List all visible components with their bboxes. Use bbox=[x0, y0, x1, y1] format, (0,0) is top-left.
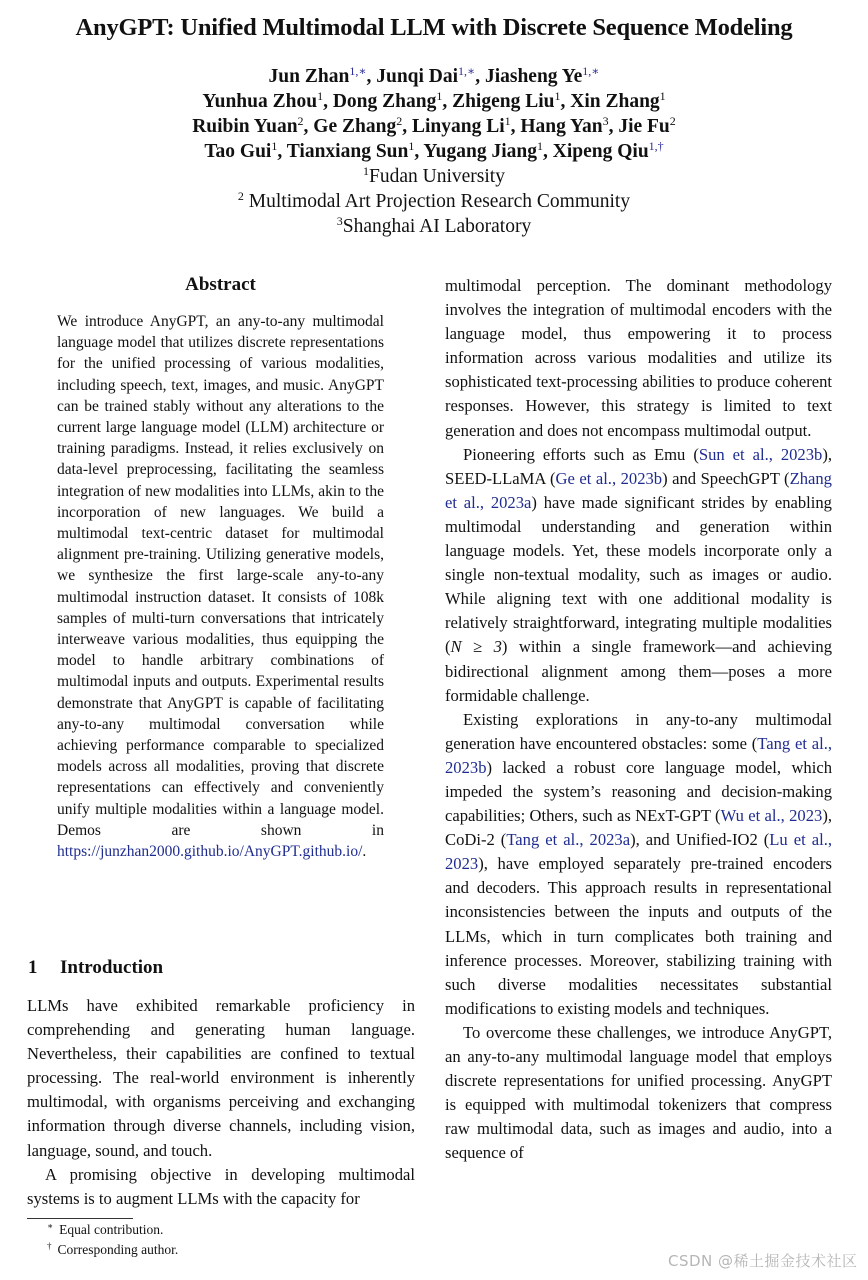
intro-right-column bbox=[445, 274, 832, 1165]
footnote-mark: ∗ bbox=[47, 1221, 54, 1231]
author-name: Zhigeng Liu bbox=[452, 91, 555, 112]
paragraph bbox=[445, 443, 832, 708]
author-name: Dong Zhang bbox=[332, 91, 437, 112]
citation-link[interactable]: Lu et al., 2023 bbox=[445, 830, 832, 874]
author-affiliation-mark: 1 bbox=[504, 114, 511, 128]
author-affiliation-mark: 1 bbox=[271, 139, 278, 153]
author-line: Tao Gui$^1$, Tianxiang Sun$^1$, Yugang Jiang$^1$, Xipeng Qiu$^{1,\dagger}$ bbox=[204, 139, 664, 162]
author-name: Yunhua Zhou bbox=[202, 91, 318, 112]
affiliation-name: Fudan University bbox=[369, 166, 505, 187]
watermark: CSDN @稀土掘金技术社区 bbox=[668, 1252, 858, 1270]
affiliation-mark: 2 bbox=[237, 189, 244, 203]
author-line: Jun Zhan$^{1,∗}$, Junqi Dai$^{1,∗}$, Jiasheng $Ye^{1,∗}$ bbox=[268, 64, 600, 87]
author-name: Linyang Li bbox=[411, 116, 505, 137]
author-name: Yugang Jiang bbox=[423, 141, 538, 162]
author-name: Xipeng Qiu bbox=[552, 141, 649, 162]
abstract-text: We introduce AnyGPT, an any-to-any multimodal language model that utilizes discrete representations for the unified processing of various modalities, including speech, text, images, and music. AnyGPT can be trained stably without any alterations to the current large language model (LLM) architecture or training paradigms. Instead, it relies exclusively on data-level preprocessing, facilitating the seamless integration of new modalities into LLMs, akin to the incorporation of new languages. We build a multimodal text-centric dataset for multimodal alignment pre-training. Utilizing generative models, we synthesize the first large-scale any-to-any multimodal instruction dataset. It consists of 108k samples of multi-turn conversations that intricately interweave various modalities, thus equipping the model to handle arbitrary combinations of multimodal inputs and outputs. Experimental results demonstrate that AnyGPT is capable of facilitating any-to-any multimodal conversation while achieving performance comparable to specialized models across all modalities, proving that discrete representations can effectively and conveniently unify multiple modalities within a language model. Demos are shown in bbox=[57, 313, 384, 839]
author-name: Jie Fu bbox=[618, 116, 670, 137]
citation-link[interactable]: Tang et al., 2023b bbox=[445, 733, 833, 777]
paragraph: To overcome these challenges, we introduce AnyGPT, an any-to-any multimodal language model that employs discrete representations for unified processing. AnyGPT is equipped with multimodal tokenizers that compress raw multimodal data, such as images and audio, into a sequence of bbox=[445, 1022, 832, 1163]
footnote-mark: † bbox=[47, 1240, 52, 1251]
footnote-text: Equal contribution. bbox=[59, 1222, 164, 1237]
affiliation-mark: 3 bbox=[336, 214, 343, 228]
author-affiliation-mark: 1,† bbox=[648, 139, 664, 153]
affiliation-name: Multimodal Art Projection Research Community bbox=[243, 191, 631, 212]
intro-left-column bbox=[27, 994, 415, 1211]
abstract-heading: Abstract bbox=[185, 274, 256, 295]
author-block bbox=[0, 64, 868, 239]
affiliation bbox=[0, 164, 868, 189]
citation-link[interactable]: Sun et al., 2023b bbox=[698, 444, 823, 464]
math-expression: N ≥ 3 bbox=[450, 637, 502, 657]
citation-link[interactable]: Wu et al., 2023 bbox=[720, 806, 823, 826]
citation-link[interactable]: Ge et al., 2023b bbox=[555, 468, 663, 488]
author-affiliation-mark: 1,∗ bbox=[582, 64, 600, 78]
section-number: 1 bbox=[28, 957, 38, 978]
author-line: Yunhua Zhou$^1$, Dong Zhang$^1$, Zhigeng Liu$^1$, Xin Zhang$^1$ bbox=[202, 89, 666, 112]
author-affiliation-mark: 1 bbox=[317, 89, 324, 103]
section-title: Introduction bbox=[60, 957, 164, 978]
citation-link[interactable]: Zhang et al., 2023a bbox=[445, 468, 832, 512]
author-name: Tianxiang Sun bbox=[286, 141, 409, 162]
author-affiliation-mark: 2 bbox=[297, 114, 304, 128]
affiliation-name: Shanghai AI Laboratory bbox=[342, 216, 532, 237]
author-line: Ruibin Yuan$^2$, Ge Zhang$^2$, Linyang Li$^1$, Hang Yan$^3$, Jie Fu$^2$ bbox=[192, 114, 676, 137]
affiliation-mark: 1 bbox=[363, 164, 370, 178]
footnote-text: Corresponding author. bbox=[57, 1241, 179, 1257]
author-name: Hang Yan bbox=[520, 116, 603, 137]
text: Pioneering efforts such as Emu ( bbox=[463, 444, 699, 464]
footnote bbox=[47, 1240, 178, 1260]
author-name: Xin Zhang bbox=[570, 91, 660, 112]
paragraph-continued: A promising objective in developing multimodal systems is to augment LLMs with the capacity for bbox=[27, 1164, 415, 1208]
author-affiliation-mark: 2 bbox=[396, 114, 403, 128]
author-affiliation-mark: 3 bbox=[602, 114, 609, 128]
author-affiliation-mark: 1 bbox=[436, 89, 443, 103]
text: ) have made significant strides by enabling multimodal understanding and generation within language models. Yet, these models incorporate only a single non-textual modality, such as images or audio. While aligning text with one additional modality is relatively straightforward, integrating multiple modalities ( bbox=[445, 492, 832, 657]
abstract-body bbox=[57, 311, 384, 862]
author-name: Ge Zhang bbox=[313, 116, 397, 137]
footnote bbox=[47, 1220, 178, 1240]
author-name: Jiasheng Ye bbox=[484, 66, 583, 87]
affiliation bbox=[0, 189, 868, 214]
paper-title: AnyGPT: Unified Multimodal LLM with Discrete Sequence Modeling bbox=[75, 14, 793, 41]
author-affiliation-mark: 1 bbox=[408, 139, 415, 153]
abstract-text-end: . bbox=[362, 843, 367, 861]
section-heading bbox=[28, 957, 163, 979]
affiliation bbox=[0, 214, 868, 239]
citation-link[interactable]: Tang et al., 2023a bbox=[506, 830, 631, 850]
footnote-divider bbox=[27, 1218, 133, 1219]
author-affiliation-mark: 1,∗ bbox=[458, 64, 476, 78]
footnotes bbox=[47, 1220, 178, 1259]
author-affiliation-mark: 1 bbox=[537, 139, 544, 153]
paragraph: LLMs have exhibited remarkable proficiency in comprehending and generating human language. Nevertheless, their capabilities are confined to textual processing. The real-world environment is inherently multimodal, with organisms perceiving and exchanging information through diverse channels, including vision, language, sound, and touch. bbox=[27, 996, 415, 1160]
author-name: Jun Zhan bbox=[268, 66, 350, 87]
text: Existing explorations in any-to-any multimodal generation have encountered obstacles: some ( bbox=[445, 709, 832, 753]
paragraph bbox=[445, 708, 832, 1021]
text: ), CoDi-2 ( bbox=[445, 806, 833, 850]
author-name: Junqi Dai bbox=[376, 66, 459, 87]
text: ) and SpeechGPT ( bbox=[662, 468, 790, 488]
text: ), have employed separately pre-trained encoders and decoders. This approach results in representational inconsistencies between the inputs and outputs of the LLMs, which in turn complicates both training and inference processes. Moreover, stabilizing training with such diverse modalities necessitates substantial modifications to existing models and techniques. bbox=[445, 854, 832, 1018]
author-affiliation-mark: 1 bbox=[659, 89, 666, 103]
text: ) lacked a robust core language model, which impeded the system’s reasoning and decision-making capabilities; Others, such as NExT-GPT ( bbox=[445, 757, 832, 826]
author-affiliation-mark: 1 bbox=[554, 89, 561, 103]
text: ) within a single framework—and achieving bidirectional alignment among them—poses a more formidable challenge. bbox=[445, 637, 832, 705]
text: ), SEED-LLaMA ( bbox=[445, 444, 833, 488]
author-affiliation-mark: 1,∗ bbox=[349, 64, 367, 78]
author-name: Tao Gui bbox=[204, 141, 272, 162]
author-affiliation-mark: 2 bbox=[669, 114, 676, 128]
paragraph-continuation: multimodal perception. The dominant methodology involves the integration of multimodal encoders with the language model, thus empowering it to process information across various modalities and utilize its sophisticated text-processing abilities to produce coherent responses. However, this strategy is limited to text generation and does not encompass multimodal output. bbox=[445, 276, 832, 440]
author-name: Ruibin Yuan bbox=[192, 116, 298, 137]
demo-link[interactable]: https://junzhan2000.github.io/AnyGPT.github.io/ bbox=[57, 843, 363, 861]
text: ), and Unified-IO2 ( bbox=[630, 830, 770, 850]
